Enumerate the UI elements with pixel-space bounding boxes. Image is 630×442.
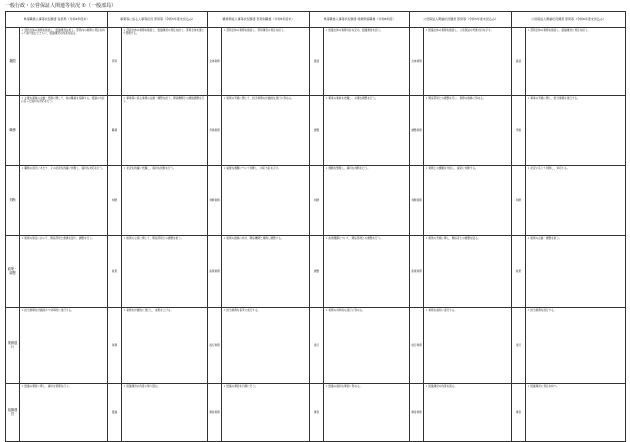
table-row bbox=[6, 384, 626, 442]
table-cell: １ 施策の推進に向け、関係機関と連携し調整する。 bbox=[222, 236, 310, 308]
cell-label: 遂行 bbox=[512, 308, 526, 384]
table-cell: １ 組織運営の改善を図る。 bbox=[424, 384, 512, 442]
row-category: 判断 bbox=[6, 166, 20, 236]
table-cell: １ 担当業務を遂行する。 bbox=[526, 308, 626, 384]
table-cell: １ 組織全体の業務方針を定め、組織運営を担う。 bbox=[324, 28, 410, 96]
table-cell: １ 担当業務を計画的かつ効率的に遂行する。 bbox=[20, 308, 108, 384]
cell-label: 部局 bbox=[108, 28, 122, 96]
table-cell: １ 施策の企画・調整を担う。 bbox=[526, 236, 626, 308]
cell-label: 遂行業務 bbox=[208, 308, 222, 384]
table-cell: １ 施策の立案に関して、関係部局との調整を担う。 bbox=[122, 236, 208, 308]
cell-label: 職務 bbox=[108, 96, 122, 166]
header-col-2: 事業等に係る人事等状況 部局等（令和5年度末見込み） bbox=[108, 12, 208, 28]
table-cell: １ 組織の適切な運営に努める。 bbox=[324, 384, 410, 442]
table-cell: １ 施策の策定において、関係部局と連携を図り、調整を行う。 bbox=[20, 236, 108, 308]
table-cell: １ 組織運営の改善に取り組む。 bbox=[122, 384, 208, 442]
table-row bbox=[6, 308, 626, 384]
header-col-3: 職員関係人事等状況調書 部局別職員（令和5年度末） bbox=[208, 12, 310, 28]
table-cell: １ 部局全体の業務を統括し、組織運営に責任を担う。 bbox=[526, 28, 626, 96]
cell-label: 全体業務 bbox=[208, 28, 222, 96]
header-col-1: 県等職員人事等状況調書 各部局（令和4年度末） bbox=[6, 12, 108, 28]
table-cell: １ 重要な課題について判断し、対応方針を示す。 bbox=[222, 166, 310, 236]
table-cell: １ 部局全体の業務を統括し、組織運営の責任を担う。部局全体を通じて管理する。 bbox=[122, 28, 208, 96]
table-row bbox=[6, 166, 626, 236]
cell-label: 統括 bbox=[310, 28, 324, 96]
cell-label: 判断 bbox=[108, 166, 122, 236]
cell-label: 政策 bbox=[512, 236, 526, 308]
cell-label: 政策 bbox=[108, 236, 122, 308]
row-category: 職務 bbox=[6, 96, 20, 166]
cell-label: 運営 bbox=[512, 384, 526, 442]
table-cell: １ 担当業務を着実に遂行する。 bbox=[222, 308, 310, 384]
header-col-6: 公営保証人関連状況調書 部局等（令和6年度末見込み） bbox=[512, 12, 626, 28]
cell-label: 政策業務 bbox=[208, 236, 222, 308]
cell-label: 調整 bbox=[310, 236, 324, 308]
cell-label: 判断業務 bbox=[410, 166, 424, 236]
table-row bbox=[6, 236, 626, 308]
table-cell: １ 施策の実施に関し、関係者との調整を図る。 bbox=[424, 236, 512, 308]
table-cell: １ 状況を的確に把握し、適切な判断を行う。 bbox=[122, 166, 208, 236]
cell-label: 全体業務 bbox=[410, 28, 424, 96]
header-row bbox=[6, 12, 626, 28]
table-cell: １ 主要な事業の企画・実施に関して、他の職員を指導する。組織の方針に沿った適切な対応を行う。 bbox=[20, 96, 108, 166]
table-cell: １ 組織全体の業務を統括し、公営保証の実施方針を示す。 bbox=[424, 28, 512, 96]
table-cell: １ 業務上の課題を分析し、適切に判断する。 bbox=[424, 166, 512, 236]
cell-label: 業務 bbox=[108, 308, 122, 384]
table-cell: １ 職務の遂行にあたり、その状況を的確に判断し、適切な対応を行う。 bbox=[20, 166, 108, 236]
table-cell: １ 業務の効率的な遂行に努める。 bbox=[324, 308, 410, 384]
cell-label: 運営業務 bbox=[208, 384, 222, 442]
cell-label: 遂行業務 bbox=[410, 308, 424, 384]
table-cell: １ 政策課題について、関係部局との調整を行う。 bbox=[324, 236, 410, 308]
table-row bbox=[6, 96, 626, 166]
cell-label: 調整 bbox=[310, 96, 324, 166]
cell-label: 判断 bbox=[512, 166, 526, 236]
cell-label: 運営業務 bbox=[410, 384, 424, 442]
table-cell: １ 部局全体の業務を統括し、組織運営を担う。部局内の業務に責任を持って取り組むとともに、組織運営の改善を図る。 bbox=[20, 28, 108, 96]
cell-label: 運営 bbox=[310, 384, 324, 442]
cell-label: 判断業務 bbox=[208, 166, 222, 236]
table-cell: １ 業務を適切に遂行する。 bbox=[424, 308, 512, 384]
table-cell: １ 施策の実施に関して、担当業務の計画的な遂行に努める。 bbox=[222, 96, 310, 166]
table-cell: １ 事業の進捗を把握し、必要な調整を行う。 bbox=[324, 96, 410, 166]
table-cell: １ 組織の運営に関し、適切な管理を行う。 bbox=[20, 384, 108, 442]
cell-label: 実施 bbox=[512, 96, 526, 166]
cell-label: 調整業務 bbox=[410, 96, 424, 166]
header-col-5: 公営保証人関連状況調書 部局等（令和5年度末見込み） bbox=[410, 12, 512, 28]
cell-label: 判断 bbox=[310, 166, 324, 236]
table-cell: １ 組織運営に責任を持つ。 bbox=[526, 384, 626, 442]
header-col-4: 県等職員人事等状況調書 施策関係職員（令和6年度） bbox=[310, 12, 410, 28]
cell-label: 政策業務 bbox=[410, 236, 424, 308]
table-cell: １ 状況に応じて判断し、対応する。 bbox=[526, 166, 626, 236]
cell-label: 組織 bbox=[108, 384, 122, 442]
table-row bbox=[6, 28, 626, 96]
row-category: 組織運営 bbox=[6, 384, 20, 442]
cell-label: 遂行 bbox=[310, 308, 324, 384]
row-category: 業務遂行 bbox=[6, 308, 20, 384]
table-cell: １ 事業等に係る業務の企画・調整を担う。関係機関との連絡調整を行う。 bbox=[122, 96, 208, 166]
evaluation-table bbox=[5, 11, 626, 442]
table-cell: １ 事業の実施に関し、担当業務を遂行する。 bbox=[526, 96, 626, 166]
cell-label: 統括 bbox=[512, 28, 526, 96]
table-cell: １ 部局全体の業務を統括し、部局運営の責任を担う。 bbox=[222, 28, 310, 96]
table-cell: １ 業務を計画的に遂行し、成果を上げる。 bbox=[122, 308, 208, 384]
page-title: 一般行政・公営保証人関連等状况 ①（一般部局） bbox=[5, 3, 117, 9]
table-cell: １ 組織の運営を円滑に行う。 bbox=[222, 384, 310, 442]
table-cell: １ 課題を整理し、適切な判断を行う。 bbox=[324, 166, 410, 236]
cell-label: 実施業務 bbox=[208, 96, 222, 166]
row-category: 政策・調整 bbox=[6, 236, 20, 308]
table-cell: １ 関係部局との調整を行い、業務の推進に努める。 bbox=[424, 96, 512, 166]
row-category: 権限 bbox=[6, 28, 20, 96]
